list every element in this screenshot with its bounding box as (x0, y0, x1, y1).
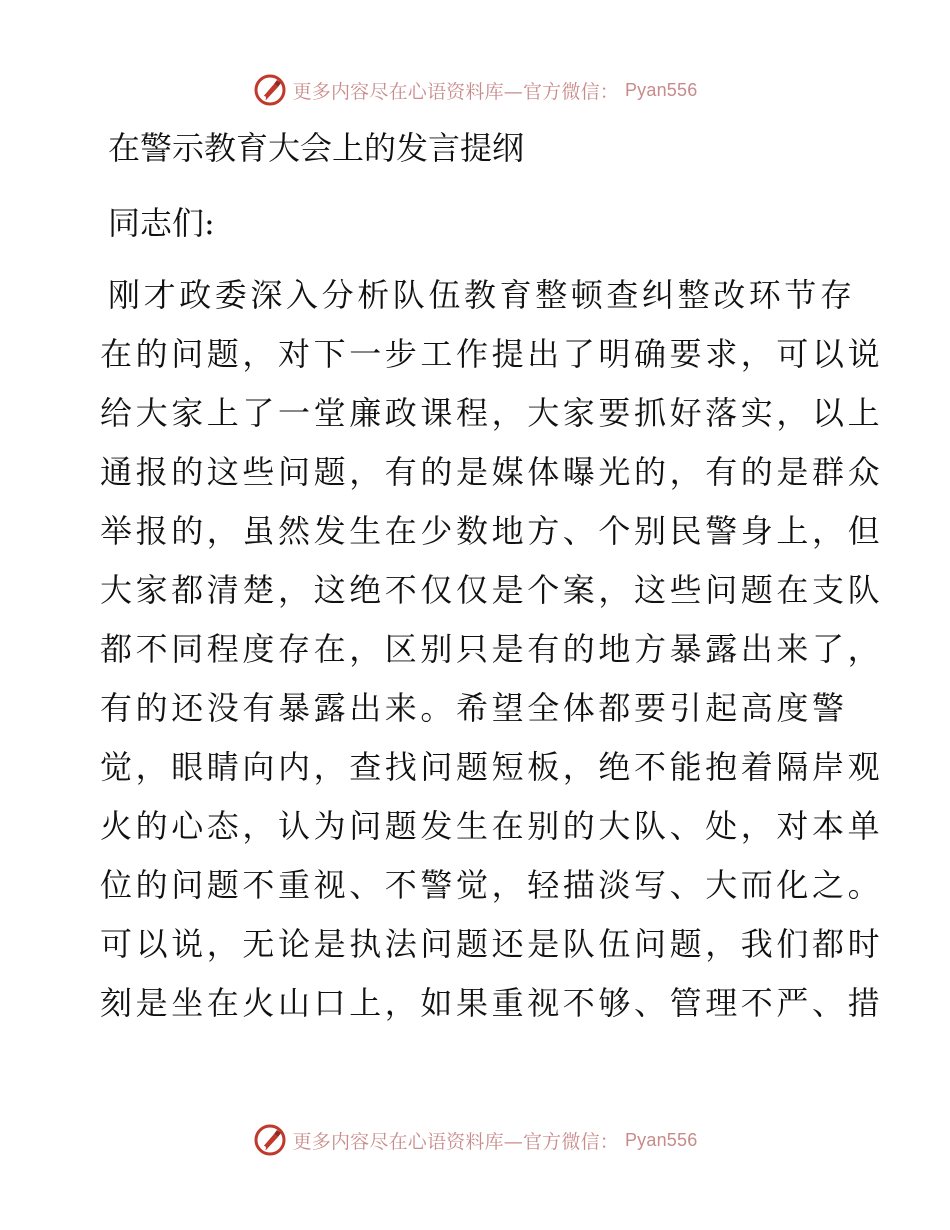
body-line: 大家都清楚，这绝不仅仅是个案，这些问题在支队 (100, 571, 884, 609)
document-title: 在警示教育大会上的发言提纲 (108, 129, 525, 167)
body-line: 通报的这些问题，有的是媒体曝光的，有的是群众 (100, 453, 884, 491)
footer-watermark (0, 1120, 950, 1160)
watermark-wechat-id: Pyan556 (624, 1129, 698, 1150)
body-line: 火的心态，认为问题发生在别的大队、处，对本单 (100, 807, 884, 845)
body-line: 在的问题，对下一步工作提出了明确要求，可以说 (100, 335, 884, 373)
body-line: 都不同程度存在，区别只是有的地方暴露出来了， (100, 630, 884, 668)
salutation: 同志们: (108, 204, 215, 242)
body-line: 位的问题不重视、不警觉，轻描淡写、大而化之。 (100, 866, 884, 904)
body-line: 刻是坐在火山口上，如果重视不够、管理不严、措 (100, 984, 884, 1022)
header-watermark (0, 70, 950, 110)
watermark-text: 更多内容尽在心语资料库—官方微信： (292, 80, 619, 103)
pen-logo-icon (253, 73, 287, 107)
body-line: 举报的，虽然发生在少数地方、个别民警身上，但 (100, 512, 884, 550)
pen-logo-icon (253, 1123, 287, 1157)
body-line: 有的还没有暴露出来。希望全体都要引起高度警 (100, 689, 848, 727)
body-line: 觉，眼睛向内，查找问题短板，绝不能抱着隔岸观 (100, 748, 884, 786)
body-line: 给大家上了一堂廉政课程，大家要抓好落实，以上 (100, 394, 884, 432)
watermark-wechat-id: Pyan556 (624, 79, 698, 100)
watermark-text: 更多内容尽在心语资料库—官方微信： (292, 1130, 619, 1153)
body-line: 可以说，无论是执法问题还是队伍问题，我们都时 (100, 925, 884, 963)
body-line: 刚才政委深入分析队伍教育整顿查纠整改环节存 (108, 276, 856, 314)
